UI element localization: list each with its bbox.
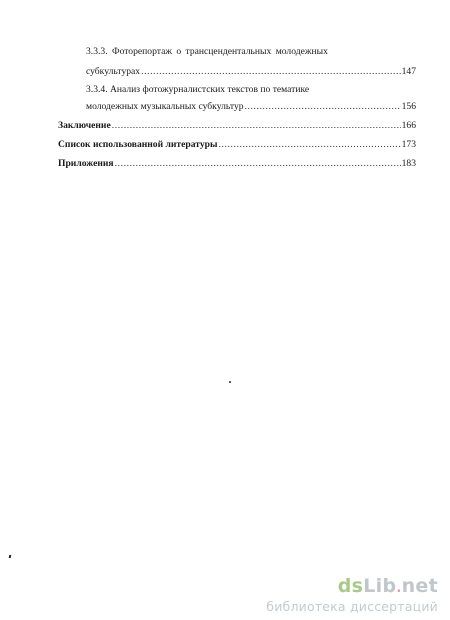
toc-entry-3-3-4-title: 3.3.4. Анализ фотожурналистских текстов по тематике: [86, 84, 310, 95]
toc-entry-bibliography-title: Список использованной литературы: [58, 139, 218, 150]
leader-dots: [245, 101, 401, 113]
toc-entry-3-3-3[interactable]: [86, 66, 416, 78]
toc-entry-conclusion[interactable]: [58, 120, 416, 132]
toc-entry-3-3-4[interactable]: [86, 101, 416, 113]
toc-entry-appendices-page: 183: [401, 158, 416, 169]
toc-entry-3-3-3-title: 3.3.3. Фоторепортаж о трансцендентальных молодежных: [86, 46, 328, 57]
toc-entry-3-3-4-title-cont: молодежных музыкальных субкультур: [86, 101, 244, 112]
leader-dots: [141, 66, 401, 78]
leader-dots: [112, 120, 401, 132]
toc-entry-appendices-title: Приложения: [58, 158, 114, 169]
toc-entry-bibliography[interactable]: [58, 139, 416, 151]
dslib-watermark: [266, 576, 438, 615]
toc-entry-3-3-3-title-cont: субкультурах: [86, 66, 141, 77]
toc-entry-3-3-4-page: 156: [401, 101, 416, 112]
toc-entry-appendices[interactable]: [58, 158, 416, 170]
toc-entry-bibliography-page: 173: [401, 139, 416, 150]
leader-dots: [115, 158, 401, 170]
toc-entry-3-3-3-page: 147: [401, 66, 416, 77]
dslib-logo: dsLib.net: [337, 575, 438, 597]
scan-mark: [9, 555, 12, 558]
dslib-subtitle: библиотека диссертаций: [266, 599, 438, 614]
toc-entry-conclusion-title: Заключение: [58, 120, 111, 131]
toc-entry-conclusion-page: 166: [401, 120, 416, 131]
scan-speck: [229, 381, 231, 383]
leader-dots: [219, 139, 401, 151]
